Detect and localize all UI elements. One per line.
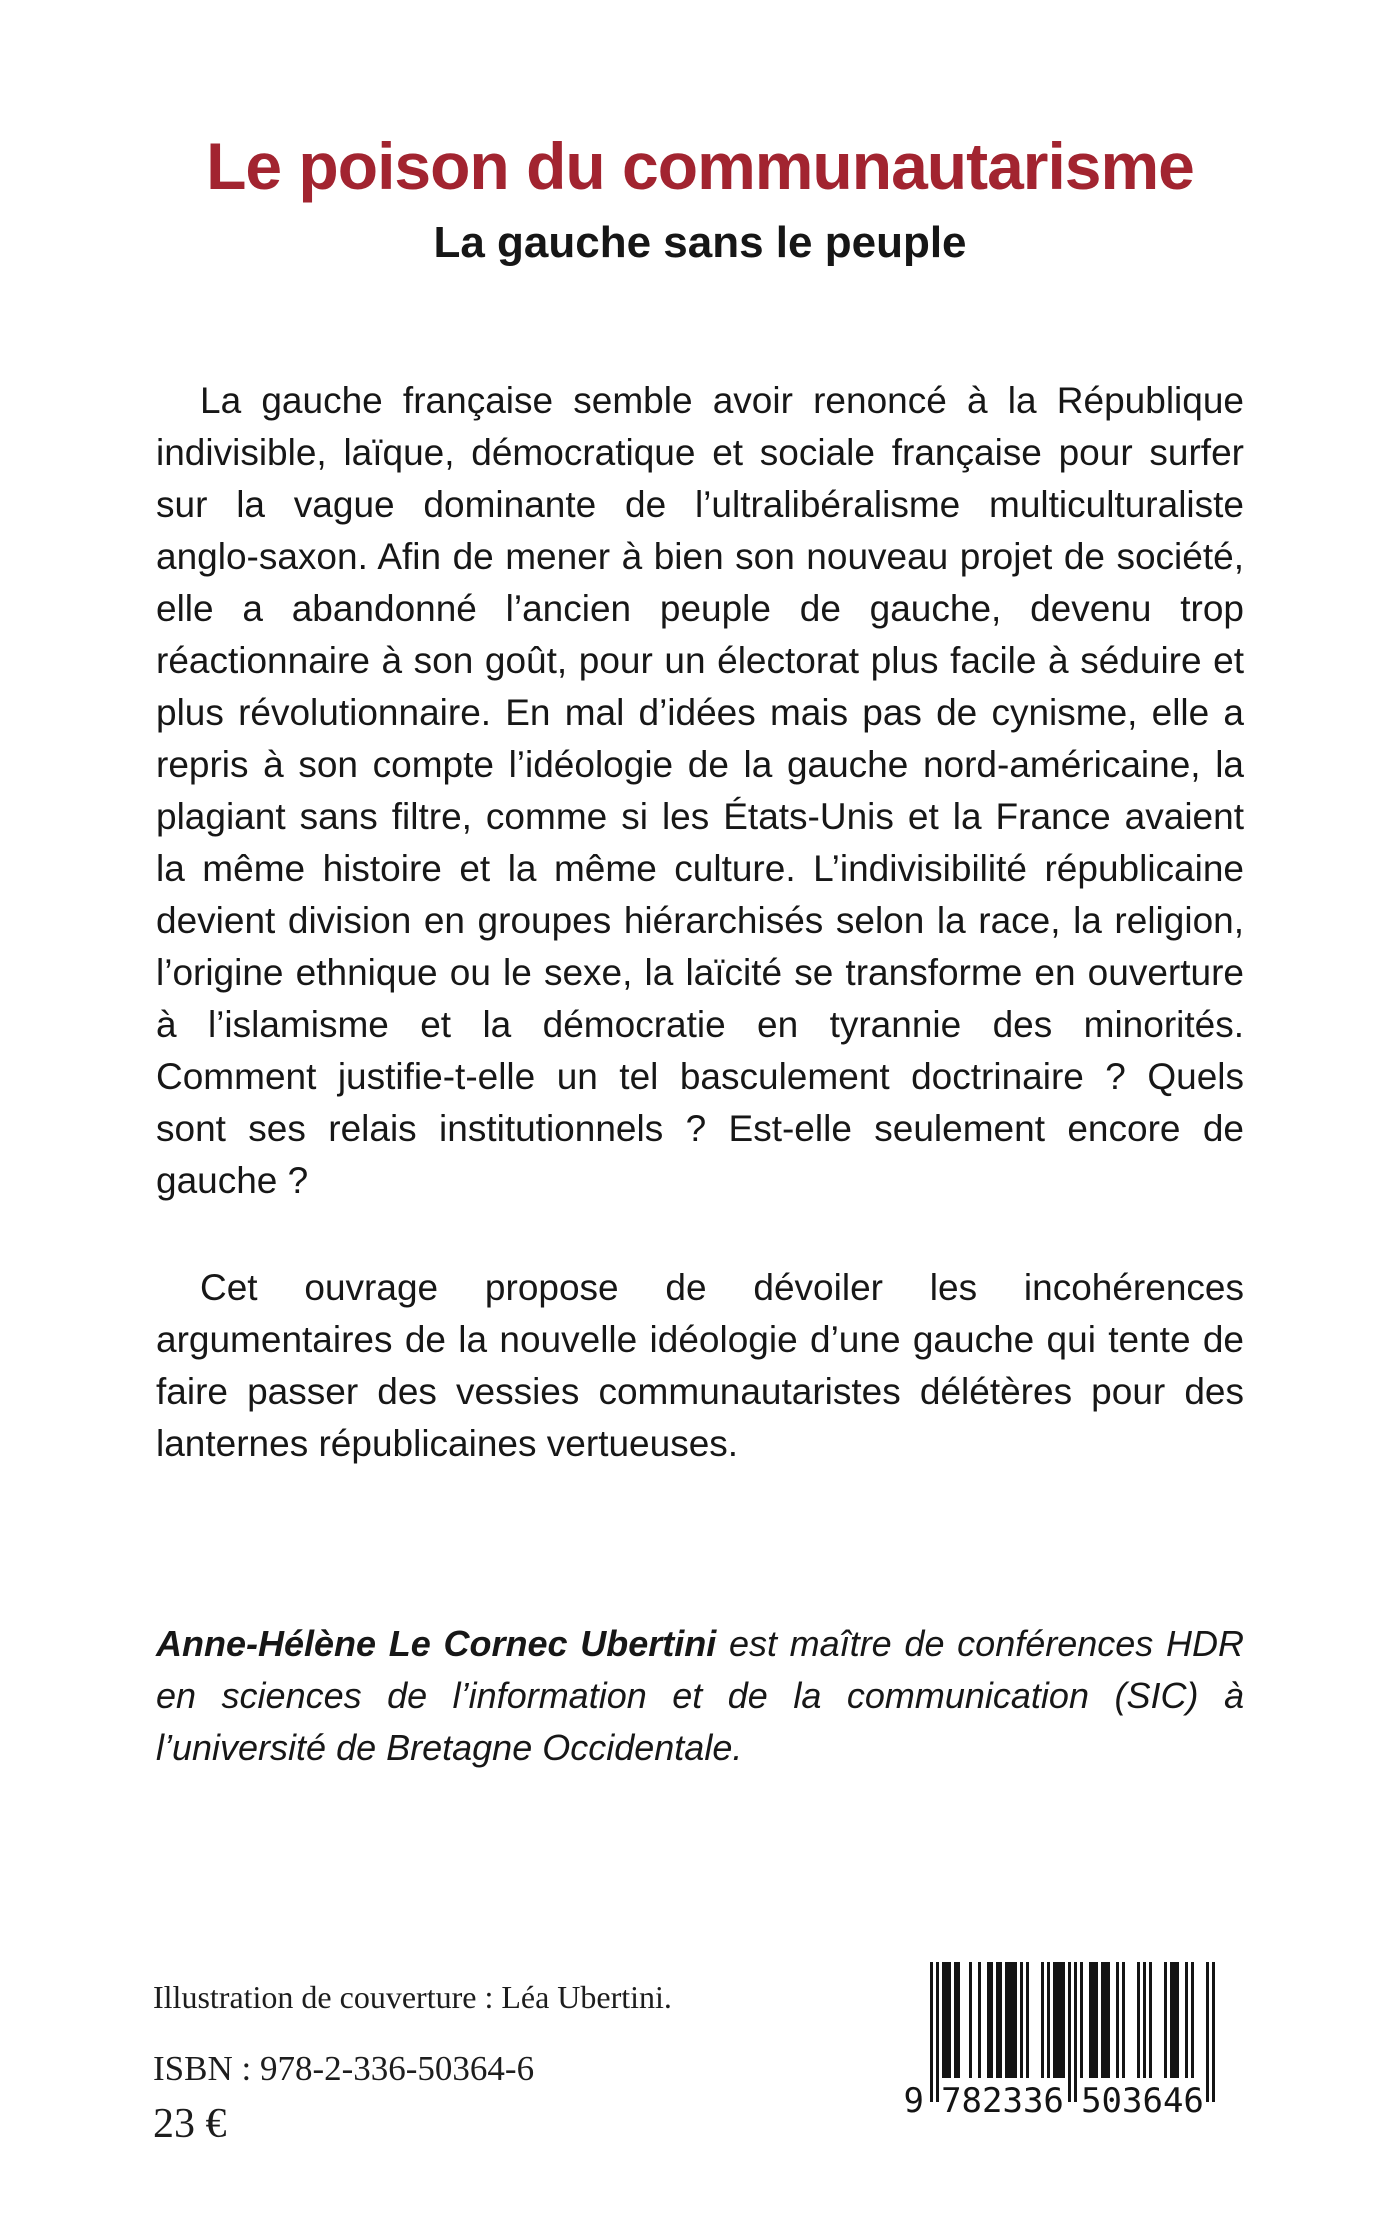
footer-block bbox=[153, 1978, 913, 2148]
isbn: ISBN : 978-2-336-50364-6 bbox=[153, 2049, 535, 2088]
illustration-credit: Illustration de couverture : Léa Ubertini. bbox=[153, 1979, 672, 2015]
barcode-digits-left: 782336 bbox=[940, 2078, 1065, 2124]
author-name: Anne-Hélène Le Cornec Ubertini bbox=[156, 1623, 717, 1664]
synopsis-paragraph-1: La gauche française semble avoir renoncé à la République indivisible, laïque, démocratique et sociale française pour surfer sur la vague dominante de l’ultralibéralisme multiculturaliste anglo-saxon. Afin de mener à bien son nouveau projet de société, elle a abandonné l’ancien peuple de gauche, devenu trop réactionnaire à son goût, pour un électorat plus facile à séduire et plus révolutionnaire. En mal d’idées mais pas de cynisme, elle a repris à son compte l’idéologie de la gauche nord-américaine, la plagiant sans filtre, comme si les États-Unis et la France avaient la même histoire et la même culture. L’indivisibilité républicaine devient division en groupes hiérarchisés selon la race, la religion, l’origine ethnique ou le sexe, la laïcité se transforme en ouverture à l’islamisme et la démocratie en tyrannie des minorités. Comment justifie-t-elle un tel basculement doctrinaire ? Quels sont ses relais institutionnels ? Est-elle seulement encore de gauche ? bbox=[156, 380, 1244, 1201]
author-bio-text: est maître de conférences HDR en sciences de l’information et de la communication (SIC) à l’université de Bretagne Occidentale. bbox=[156, 1623, 1245, 1768]
barcode-digit-first: 9 bbox=[903, 2081, 924, 2121]
synopsis bbox=[156, 375, 1244, 1470]
price: 23 € bbox=[153, 2101, 227, 2147]
book-title: Le poison du communautarisme bbox=[206, 129, 1194, 203]
barcode-digits-right: 503646 bbox=[1080, 2078, 1205, 2124]
author-bio bbox=[156, 1618, 1244, 1774]
ean-barcode bbox=[903, 1962, 1215, 2137]
synopsis-paragraph-2: Cet ouvrage propose de dévoiler les incohérences argumentaires de la nouvelle idéologie d’une gauche qui tente de faire passer des vessies communautaristes délétères pour des lanternes républicaines vertueuses. bbox=[156, 1267, 1244, 1464]
book-subtitle: La gauche sans le peuple bbox=[433, 218, 967, 267]
